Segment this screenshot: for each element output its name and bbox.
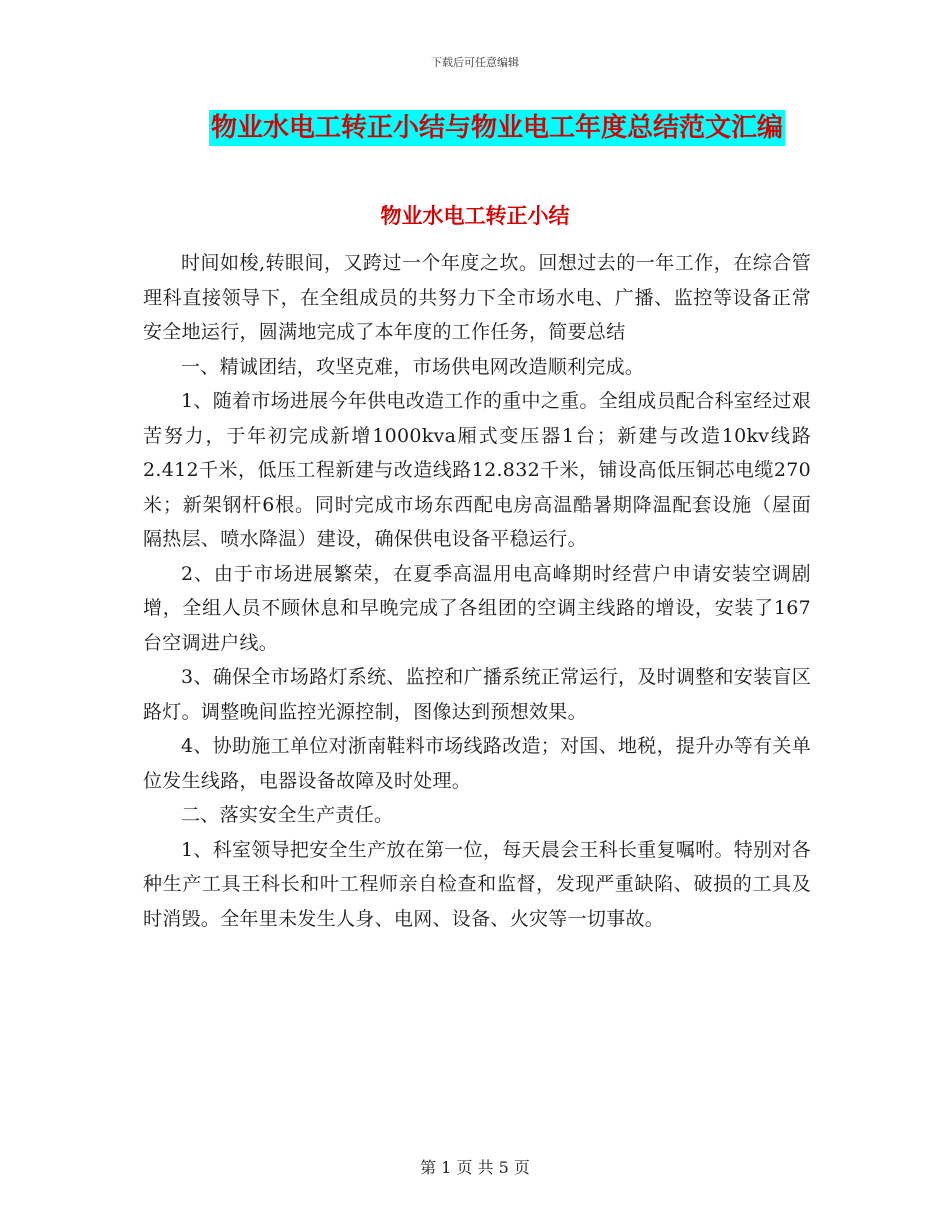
page-footer: 第 1 页 共 5 页 [420,1158,530,1177]
paragraph-heading-2: 二、落实安全生产责任。 [181,804,394,826]
main-title-container [0,110,950,146]
paragraph-item-1-4: 4、协助施工单位对浙南鞋料市场线路改造；对国、地税，提升办等有关单位发生线路，电器设备故障及时处理。 [143,735,811,792]
document-body [143,246,811,936]
paragraph-item-1-3: 3、确保全市场路灯系统、监控和广播系统正常运行，及时调整和安装盲区路灯。调整晚间监控光源控制，图像达到预想效果。 [143,666,811,723]
paragraph-item-2-1: 1、科室领导把安全生产放在第一位，每天晨会王科长重复嘱咐。特别对各种生产工具王科长和叶工程师亲自检查和监督，发现严重缺陷、破损的工具及时消毁。全年里未发生人身、电网、设备、火灾等一切事故。 [143,838,811,930]
section-title: 物业水电工转正小结 [380,204,570,228]
paragraph-item-1-2: 2、由于市场进展繁荣，在夏季高温用电高峰期时经营户申请安装空调剧增，全组人员不顾休息和早晚完成了各组团的空调主线路的增设，安装了167台空调进户线。 [143,562,811,654]
page-header-note: 下载后可任意编辑 [431,56,519,69]
paragraph-item-1-1: 1、随着市场进展今年供电改造工作的重中之重。全组成员配合科室经过艰苦努力，于年初完成新增1000kva厢式变压器1台；新建与改造10kv线路2.412千米，低压工程新建与改造线路12.832千米，铺设高低压铜芯电缆270米；新架钢杆6根。同时完成市场东西配电房高温酷暑期降温配套设施（屋面隔热层、喷水降温）建设，确保供电设备平稳运行。 [143,390,811,550]
paragraph-intro: 时间如梭,转眼间，又跨过一个年度之坎。回想过去的一年工作，在综合管理科直接领导下，在全组成员的共努力下全市场水电、广播、监控等设备正常安全地运行，圆满地完成了本年度的工作任务，简要总结 [143,252,811,343]
main-title: 物业水电工转正小结与物业电工年度总结范文汇编 [209,110,785,146]
paragraph-heading-1: 一、精诚团结，攻坚克难，市场供电网改造顺利完成。 [181,355,645,378]
